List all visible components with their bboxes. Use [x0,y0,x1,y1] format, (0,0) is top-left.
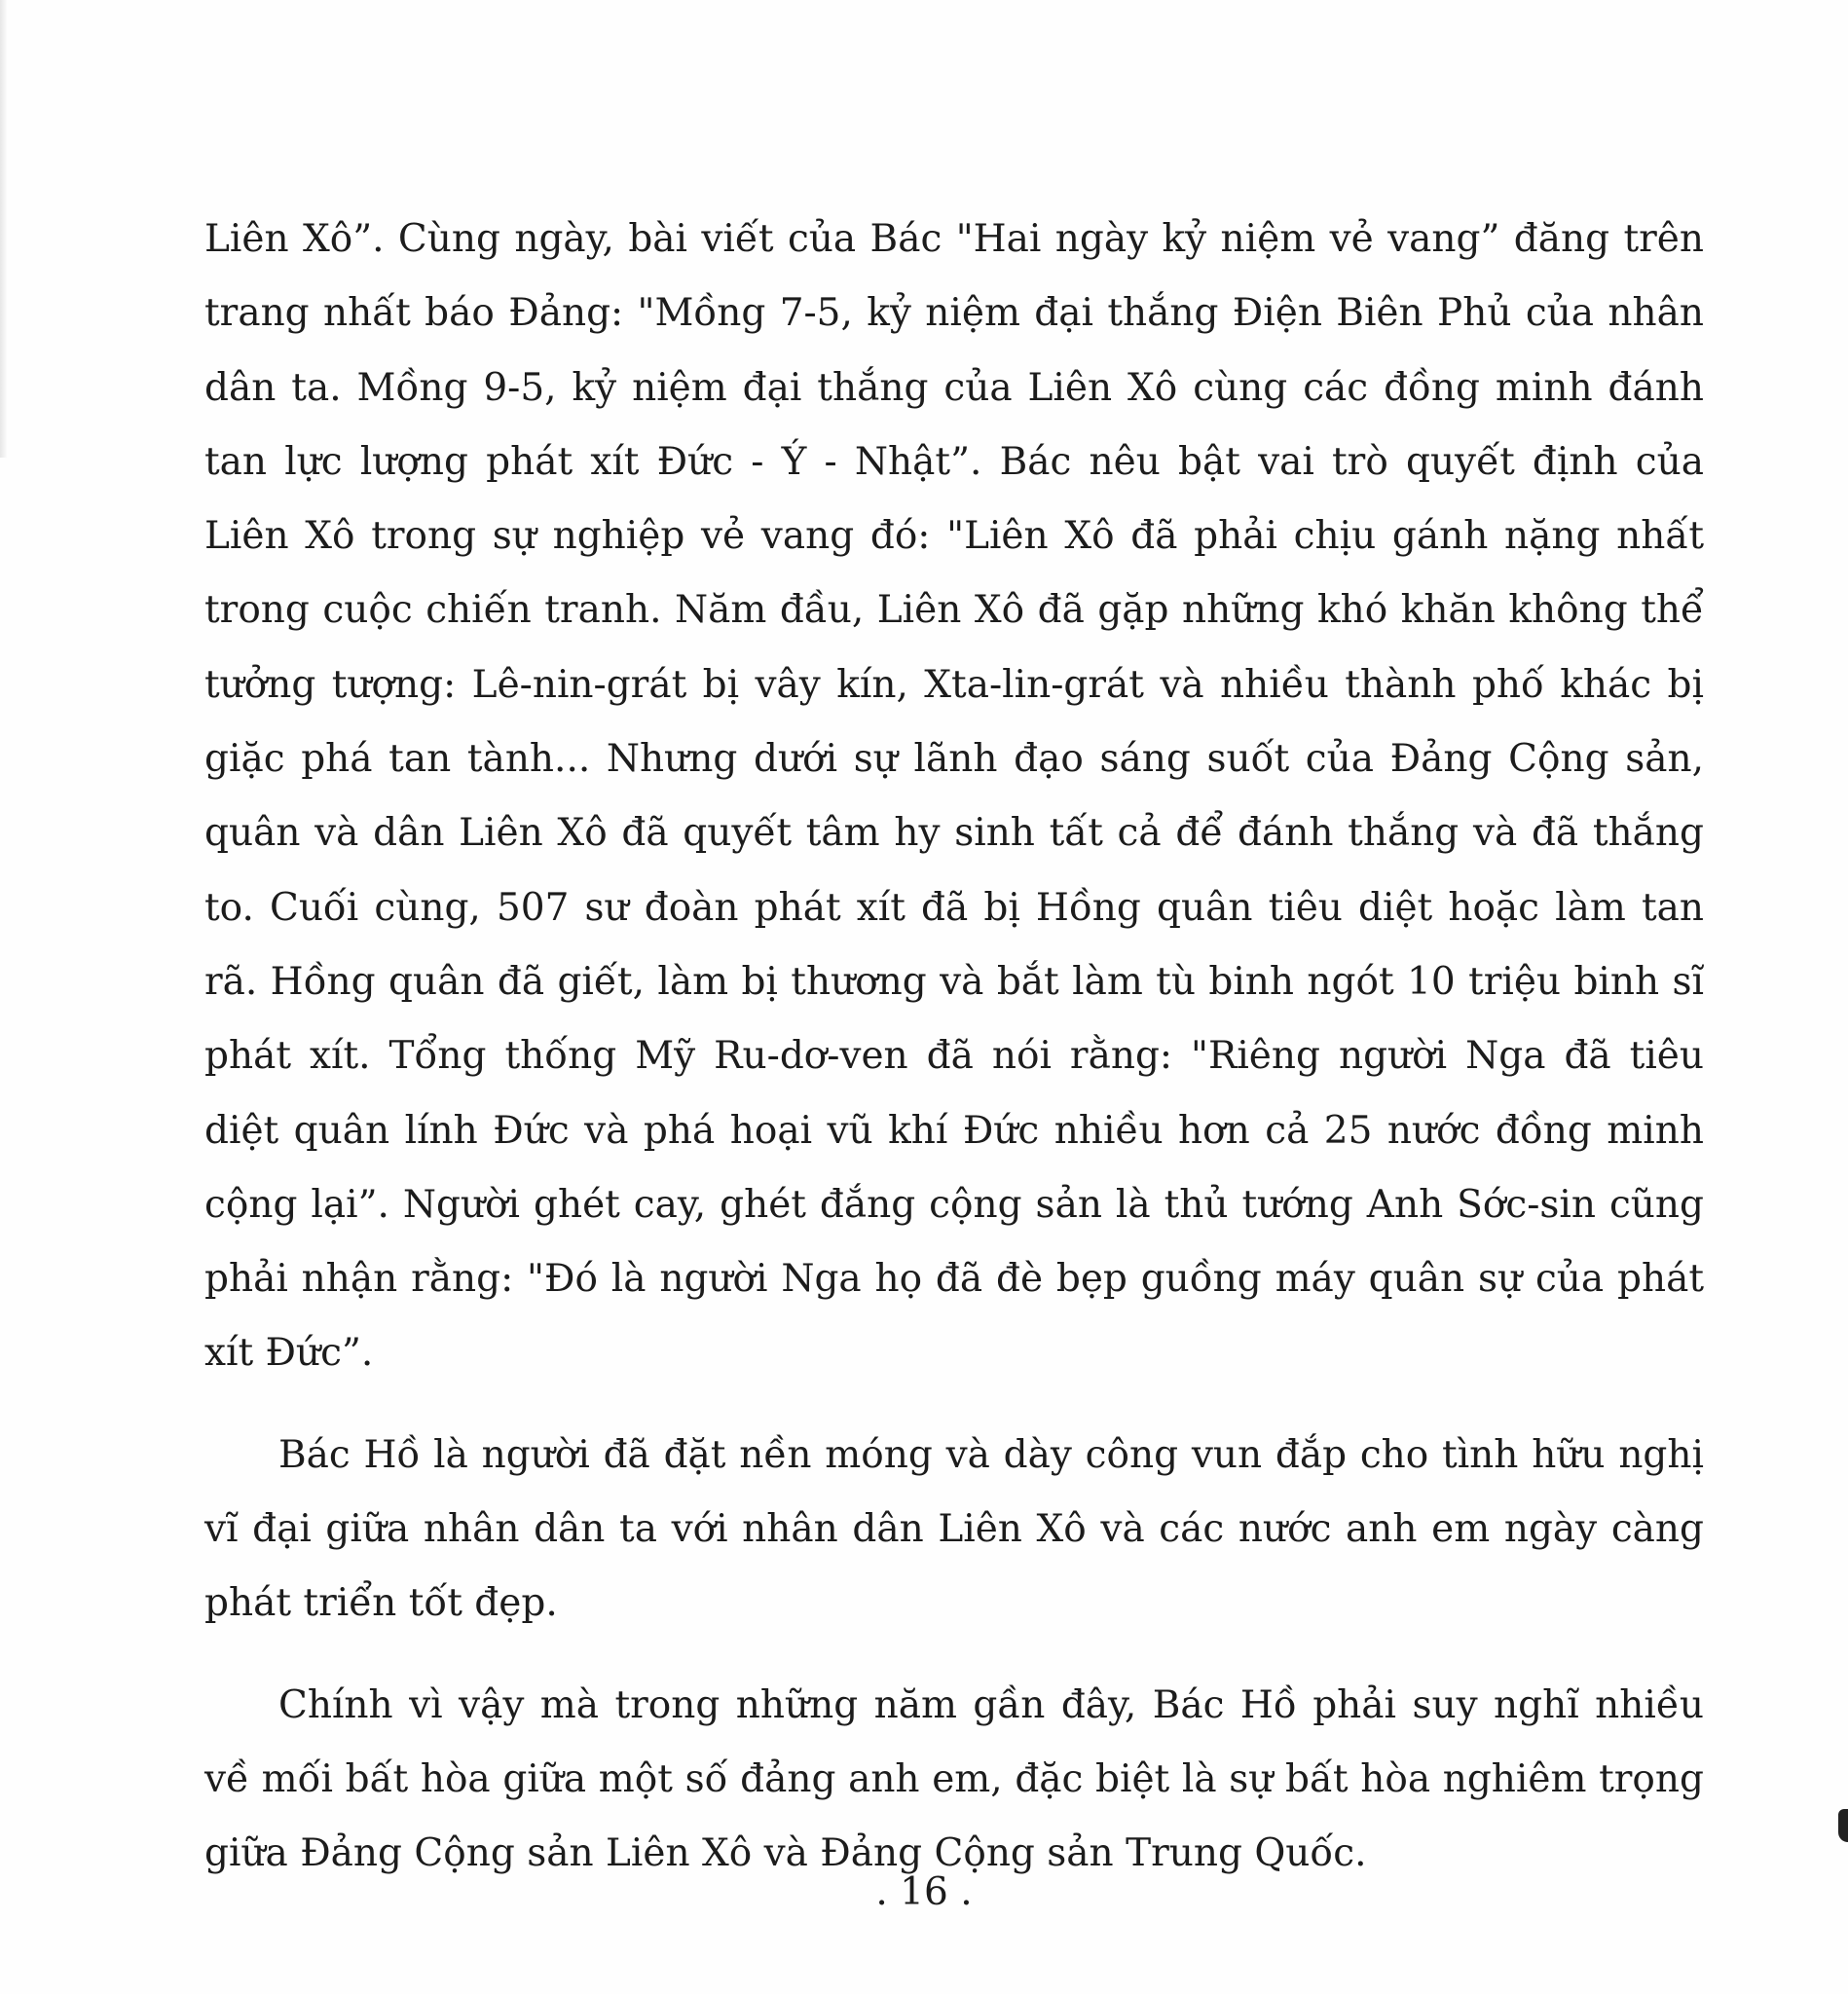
paragraph-3: Chính vì vậy mà trong những năm gần đây, Bác Hồ phải suy nghĩ nhiều về mối bất hòa giữa một số đảng anh em, đặc biệt là sự bất hòa nghiêm trọng giữa Đảng Cộng sản Liên Xô và Đảng Cộng sản Trung Quốc. [204,1682,1704,1876]
page-corner-mark [1838,1809,1848,1842]
paragraph-2: Bác Hồ là người đã đặt nền móng và dày công vun đắp cho tình hữu nghị vĩ đại giữa nhân dân ta với nhân dân Liên Xô và các nước anh em ngày càng phát triển tốt đẹp. [204,1432,1704,1626]
page-edge-shadow [0,0,8,458]
paragraph-1: Liên Xô”. Cùng ngày, bài viết của Bác "Hai ngày kỷ niệm vẻ vang” đăng trên trang nhất báo Đảng: "Mồng 7-5, kỷ niệm đại thắng Điện Biên Phủ của nhân dân ta. Mồng 9-5, kỷ niệm đại thắng của Liên Xô cùng các đồng minh đánh tan lực lượng phát xít Đức - Ý - Nhật”. Bác nêu bật vai trò quyết định của Liên Xô trong sự nghiệp vẻ vang đó: "Liên Xô đã phải chịu gánh nặng nhất trong cuộc chiến tranh. Năm đầu, Liên Xô đã gặp những khó khăn không thể tưởng tượng: Lê-nin-grát bị vây kín, Xta-lin-grát và nhiều thành phố khác bị giặc phá tan tành... Nhưng dưới sự lãnh đạo sáng suốt của Đảng Cộng sản, quân và dân Liên Xô đã quyết tâm hy sinh tất cả để đánh thắng và đã thắng to. Cuối cùng, 507 sư đoàn phát xít đã bị Hồng quân tiêu diệt hoặc làm tan rã. Hồng quân đã giết, làm bị thương và bắt làm tù binh ngót 10 triệu binh sĩ phát xít. Tổng thống Mỹ Ru-dơ-ven đã nói rằng: "Riêng người Nga đã tiêu diệt quân lính Đức và phá hoại vũ khí Đức nhiều hơn cả 25 nước đồng minh cộng lại”. Người ghét cay, ghét đắng cộng sản là thủ tướng Anh Sớc-sin cũng phải nhận rằng: "Đó là người Nga họ đã đè bẹp guồng máy quân sự của phát xít Đức”. [204,217,1704,1376]
body-text [204,203,1704,1892]
page-number: . 16 . [875,1870,973,1914]
